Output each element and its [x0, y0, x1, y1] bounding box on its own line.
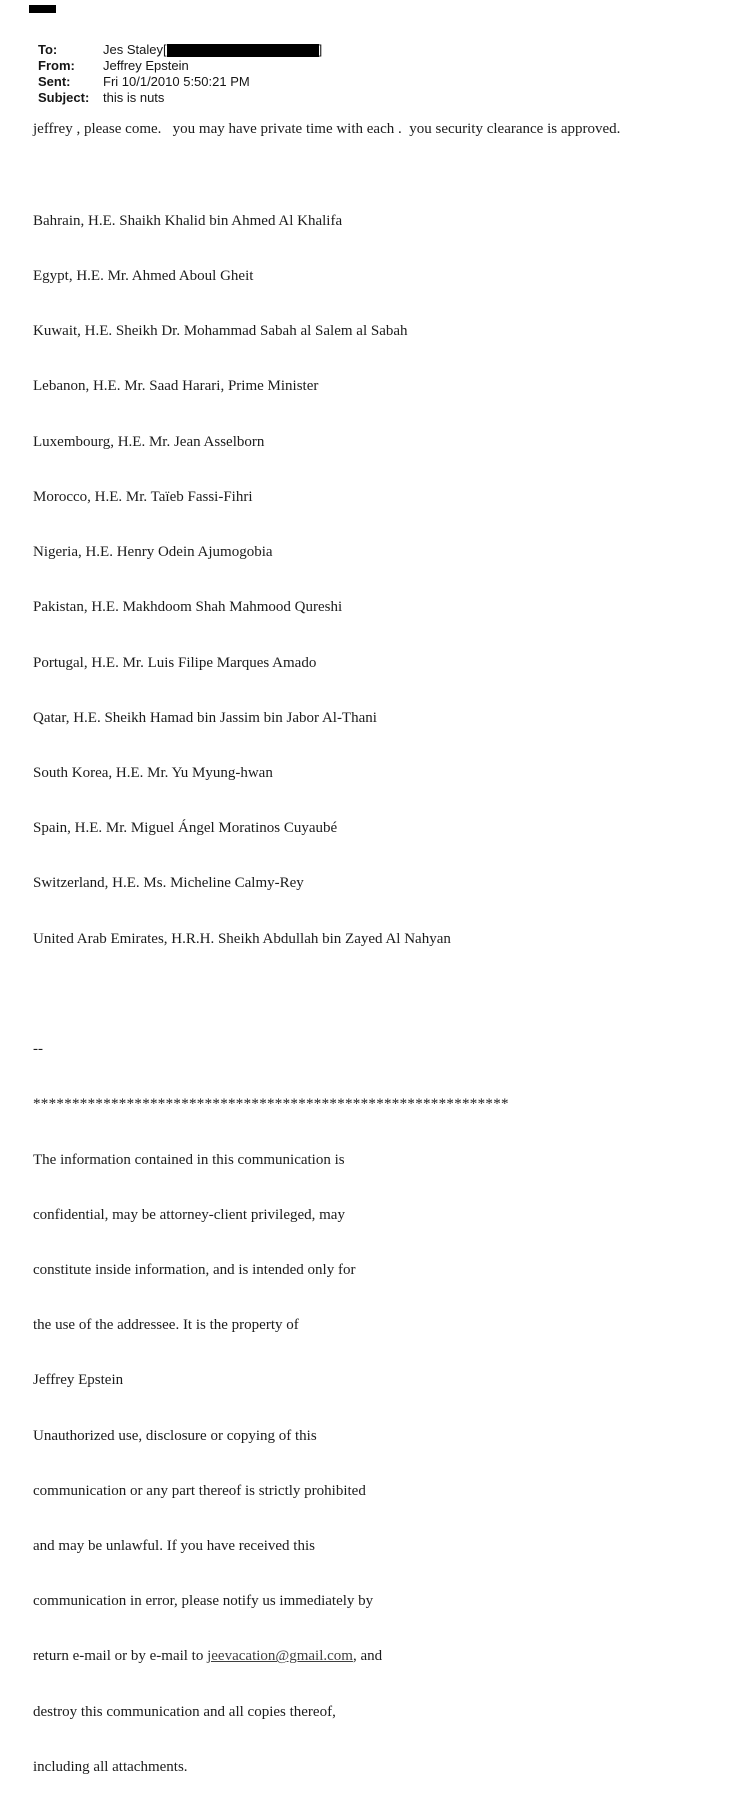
disclaimer-line: constitute inside information, and is intended only for [33, 1261, 356, 1278]
message-intro: jeffrey , please come. you may have private time with each . you security clearance is approved. [33, 121, 621, 137]
list-item: Portugal, H.E. Mr. Luis Filipe Marques Amado [33, 654, 317, 671]
from-label: From: [38, 58, 75, 73]
subject-value: this is nuts [103, 90, 165, 105]
redaction-bar [167, 44, 319, 57]
list-item: Bahrain, H.E. Shaikh Khalid bin Ahmed Al Khalifa [33, 212, 343, 229]
redaction-mark [29, 5, 56, 13]
list-item: Luxembourg, H.E. Mr. Jean Asselborn [33, 433, 265, 450]
subject-label: Subject: [38, 90, 90, 105]
header-row-subject [38, 90, 322, 106]
list-item: Spain, H.E. Mr. Miguel Ángel Moratinos Cuyaubé [33, 820, 338, 837]
disclaimer-line: including all attachments. [33, 1758, 188, 1775]
disclaimer-link-line [33, 1647, 509, 1665]
to-value-suffix: ] [318, 42, 323, 57]
list-item: Kuwait, H.E. Sheikh Dr. Mohammad Sabah al Salem al Sabah [33, 323, 408, 340]
to-label: To: [38, 42, 58, 57]
list-item: South Korea, H.E. Mr. Yu Myung-hwan [33, 765, 273, 781]
disclaimer-line: confidential, may be attorney-client privileged, may [33, 1206, 345, 1223]
list-item: Morocco, H.E. Mr. Taïeb Fassi-Fihri [33, 488, 253, 505]
to-value [103, 42, 322, 58]
disclaimer-line: and may be unlawful. If you have received this [33, 1538, 315, 1555]
list-item: Qatar, H.E. Sheikh Hamad bin Jassim bin Jabor Al-Thani [33, 709, 377, 726]
disclaimer-line: the use of the addressee. It is the property of [33, 1317, 299, 1334]
to-value-prefix: Jes Staley[ [103, 42, 167, 57]
sent-value: Fri 10/1/2010 5:50:21 PM [103, 74, 250, 89]
link-line-before: return e-mail or by e-mail to [33, 1648, 208, 1665]
message-content [33, 175, 509, 1813]
list-item: Switzerland, H.E. Ms. Micheline Calmy-Rey [33, 875, 304, 892]
header-row-sent [38, 74, 322, 90]
list-item: Pakistan, H.E. Makhdoom Shah Mahmood Qureshi [33, 599, 343, 616]
asterisk-divider: ************************************************************* [33, 1096, 509, 1113]
list-item: Egypt, H.E. Mr. Ahmed Aboul Gheit [33, 268, 254, 285]
disclaimer-line: communication in error, please notify us immediately by [33, 1593, 374, 1610]
list-item: United Arab Emirates, H.R.H. Sheikh Abdullah bin Zayed Al Nahyan [33, 930, 451, 947]
header-row-from [38, 58, 322, 74]
sent-label: Sent: [38, 74, 71, 89]
disclaimer-line: communication or any part thereof is strictly prohibited [33, 1482, 366, 1499]
signature-separator: -- [33, 1041, 43, 1058]
disclaimer-line: Unauthorized use, disclosure or copying of this [33, 1427, 317, 1444]
email-header [38, 42, 322, 106]
from-value: Jeffrey Epstein [103, 58, 189, 73]
blank-line [33, 985, 509, 1003]
disclaimer-line: destroy this communication and all copies thereof, [33, 1703, 336, 1720]
list-item: Lebanon, H.E. Mr. Saad Harari, Prime Minister [33, 378, 319, 395]
list-item: Nigeria, H.E. Henry Odein Ajumogobia [33, 544, 273, 561]
header-row-to [38, 42, 322, 58]
disclaimer-line: The information contained in this communication is [33, 1151, 345, 1168]
email-link[interactable]: jeevacation@gmail.com [207, 1648, 353, 1665]
disclaimer-line: Jeffrey Epstein [33, 1372, 124, 1389]
link-line-after: , and [352, 1648, 383, 1665]
